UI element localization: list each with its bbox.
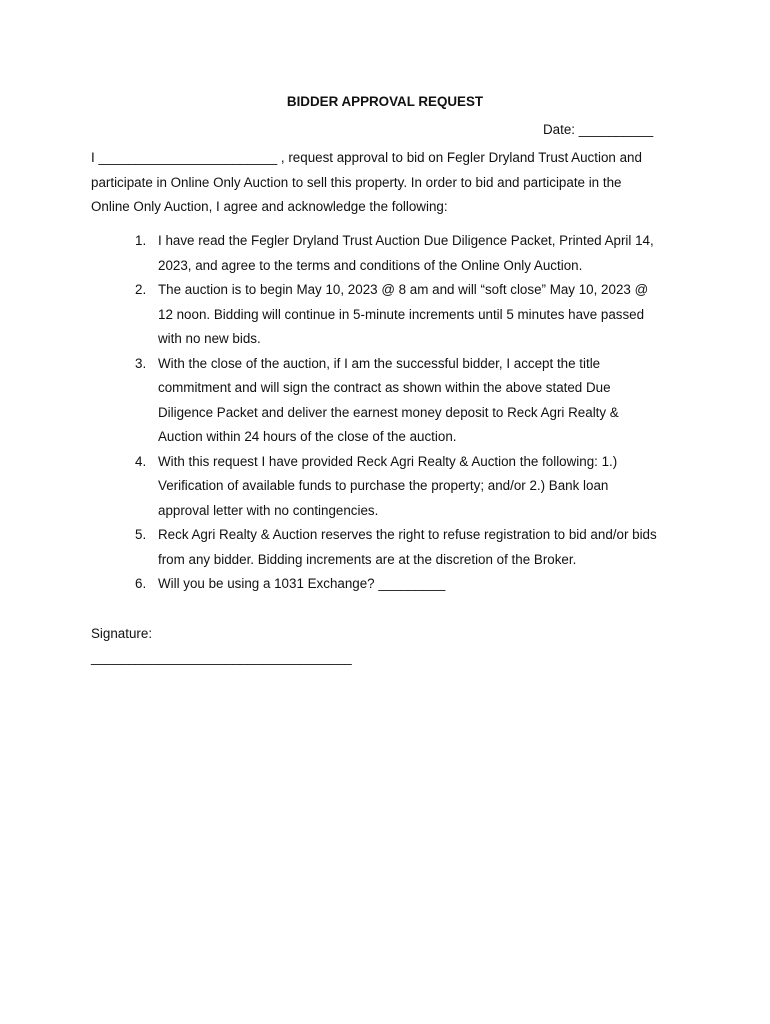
list-item-line: 2023, and agree to the terms and conditions of the Online Only Auction. bbox=[158, 257, 583, 273]
list-item-1 bbox=[91, 229, 691, 278]
list-item-number: 1. bbox=[135, 233, 147, 248]
list-item-number: 6. bbox=[135, 576, 147, 591]
list-item-line: Verification of available funds to purchase the property; and/or 2.) Bank loan bbox=[158, 478, 609, 493]
list-item-line: With the close of the auction, if I am the successful bidder, I accept the title bbox=[158, 355, 601, 371]
list-item-line: commitment and will sign the contract as shown within the above stated Due bbox=[158, 380, 611, 395]
intro-line: I ________________________ , request approval to bid on Fegler Dryland Trust Auction and bbox=[91, 150, 642, 165]
document-title: BIDDER APPROVAL REQUEST bbox=[286, 94, 484, 109]
signature-line: ___________________________________ bbox=[91, 650, 352, 665]
list-item-number: 4. bbox=[135, 453, 147, 469]
list-item-line: I have read the Fegler Dryland Trust Auction Due Diligence Packet, Printed April 14, bbox=[158, 233, 654, 248]
list-item-6 bbox=[91, 572, 691, 597]
list-item-line: With this request I have provided Reck Agri Realty & Auction the following: 1.) bbox=[158, 453, 618, 469]
intro-paragraph bbox=[91, 146, 691, 220]
list-item-line: 12 noon. Bidding will continue in 5-minute increments until 5 minutes have passed bbox=[158, 306, 645, 322]
list-item-line: Reck Agri Realty & Auction reserves the right to refuse registration to bid and/or bids bbox=[158, 527, 657, 542]
intro-line: participate in Online Only Auction to sell this property. In order to bid and participate in the bbox=[91, 174, 622, 190]
list-item-line: from any bidder. Bidding increments are at the discretion of the Broker. bbox=[158, 551, 577, 567]
acknowledgement-list bbox=[91, 229, 691, 597]
list-item-3 bbox=[91, 352, 691, 450]
intro-line: Online Only Auction, I agree and acknowledge the following: bbox=[91, 199, 448, 214]
list-item-number: 5. bbox=[135, 527, 147, 542]
signature-label: Signature: bbox=[91, 626, 153, 641]
date-field: Date: __________ bbox=[543, 122, 654, 137]
list-item-4 bbox=[91, 450, 691, 524]
list-item-2 bbox=[91, 278, 691, 352]
list-item-line: with no new bids. bbox=[158, 331, 261, 346]
list-item-number: 3. bbox=[135, 355, 147, 371]
list-item-line: The auction is to begin May 10, 2023 @ 8 am and will “soft close” May 10, 2023 @ bbox=[158, 282, 649, 297]
list-item-line: Auction within 24 hours of the close of the auction. bbox=[158, 429, 457, 444]
list-item-number: 2. bbox=[135, 282, 147, 297]
list-item-line: Diligence Packet and deliver the earnest money deposit to Reck Agri Realty & bbox=[158, 404, 619, 420]
list-item-5 bbox=[91, 523, 691, 572]
list-item-line: approval letter with no contingencies. bbox=[158, 502, 379, 518]
exchange-question: Will you be using a 1031 Exchange? _________ bbox=[158, 576, 446, 591]
